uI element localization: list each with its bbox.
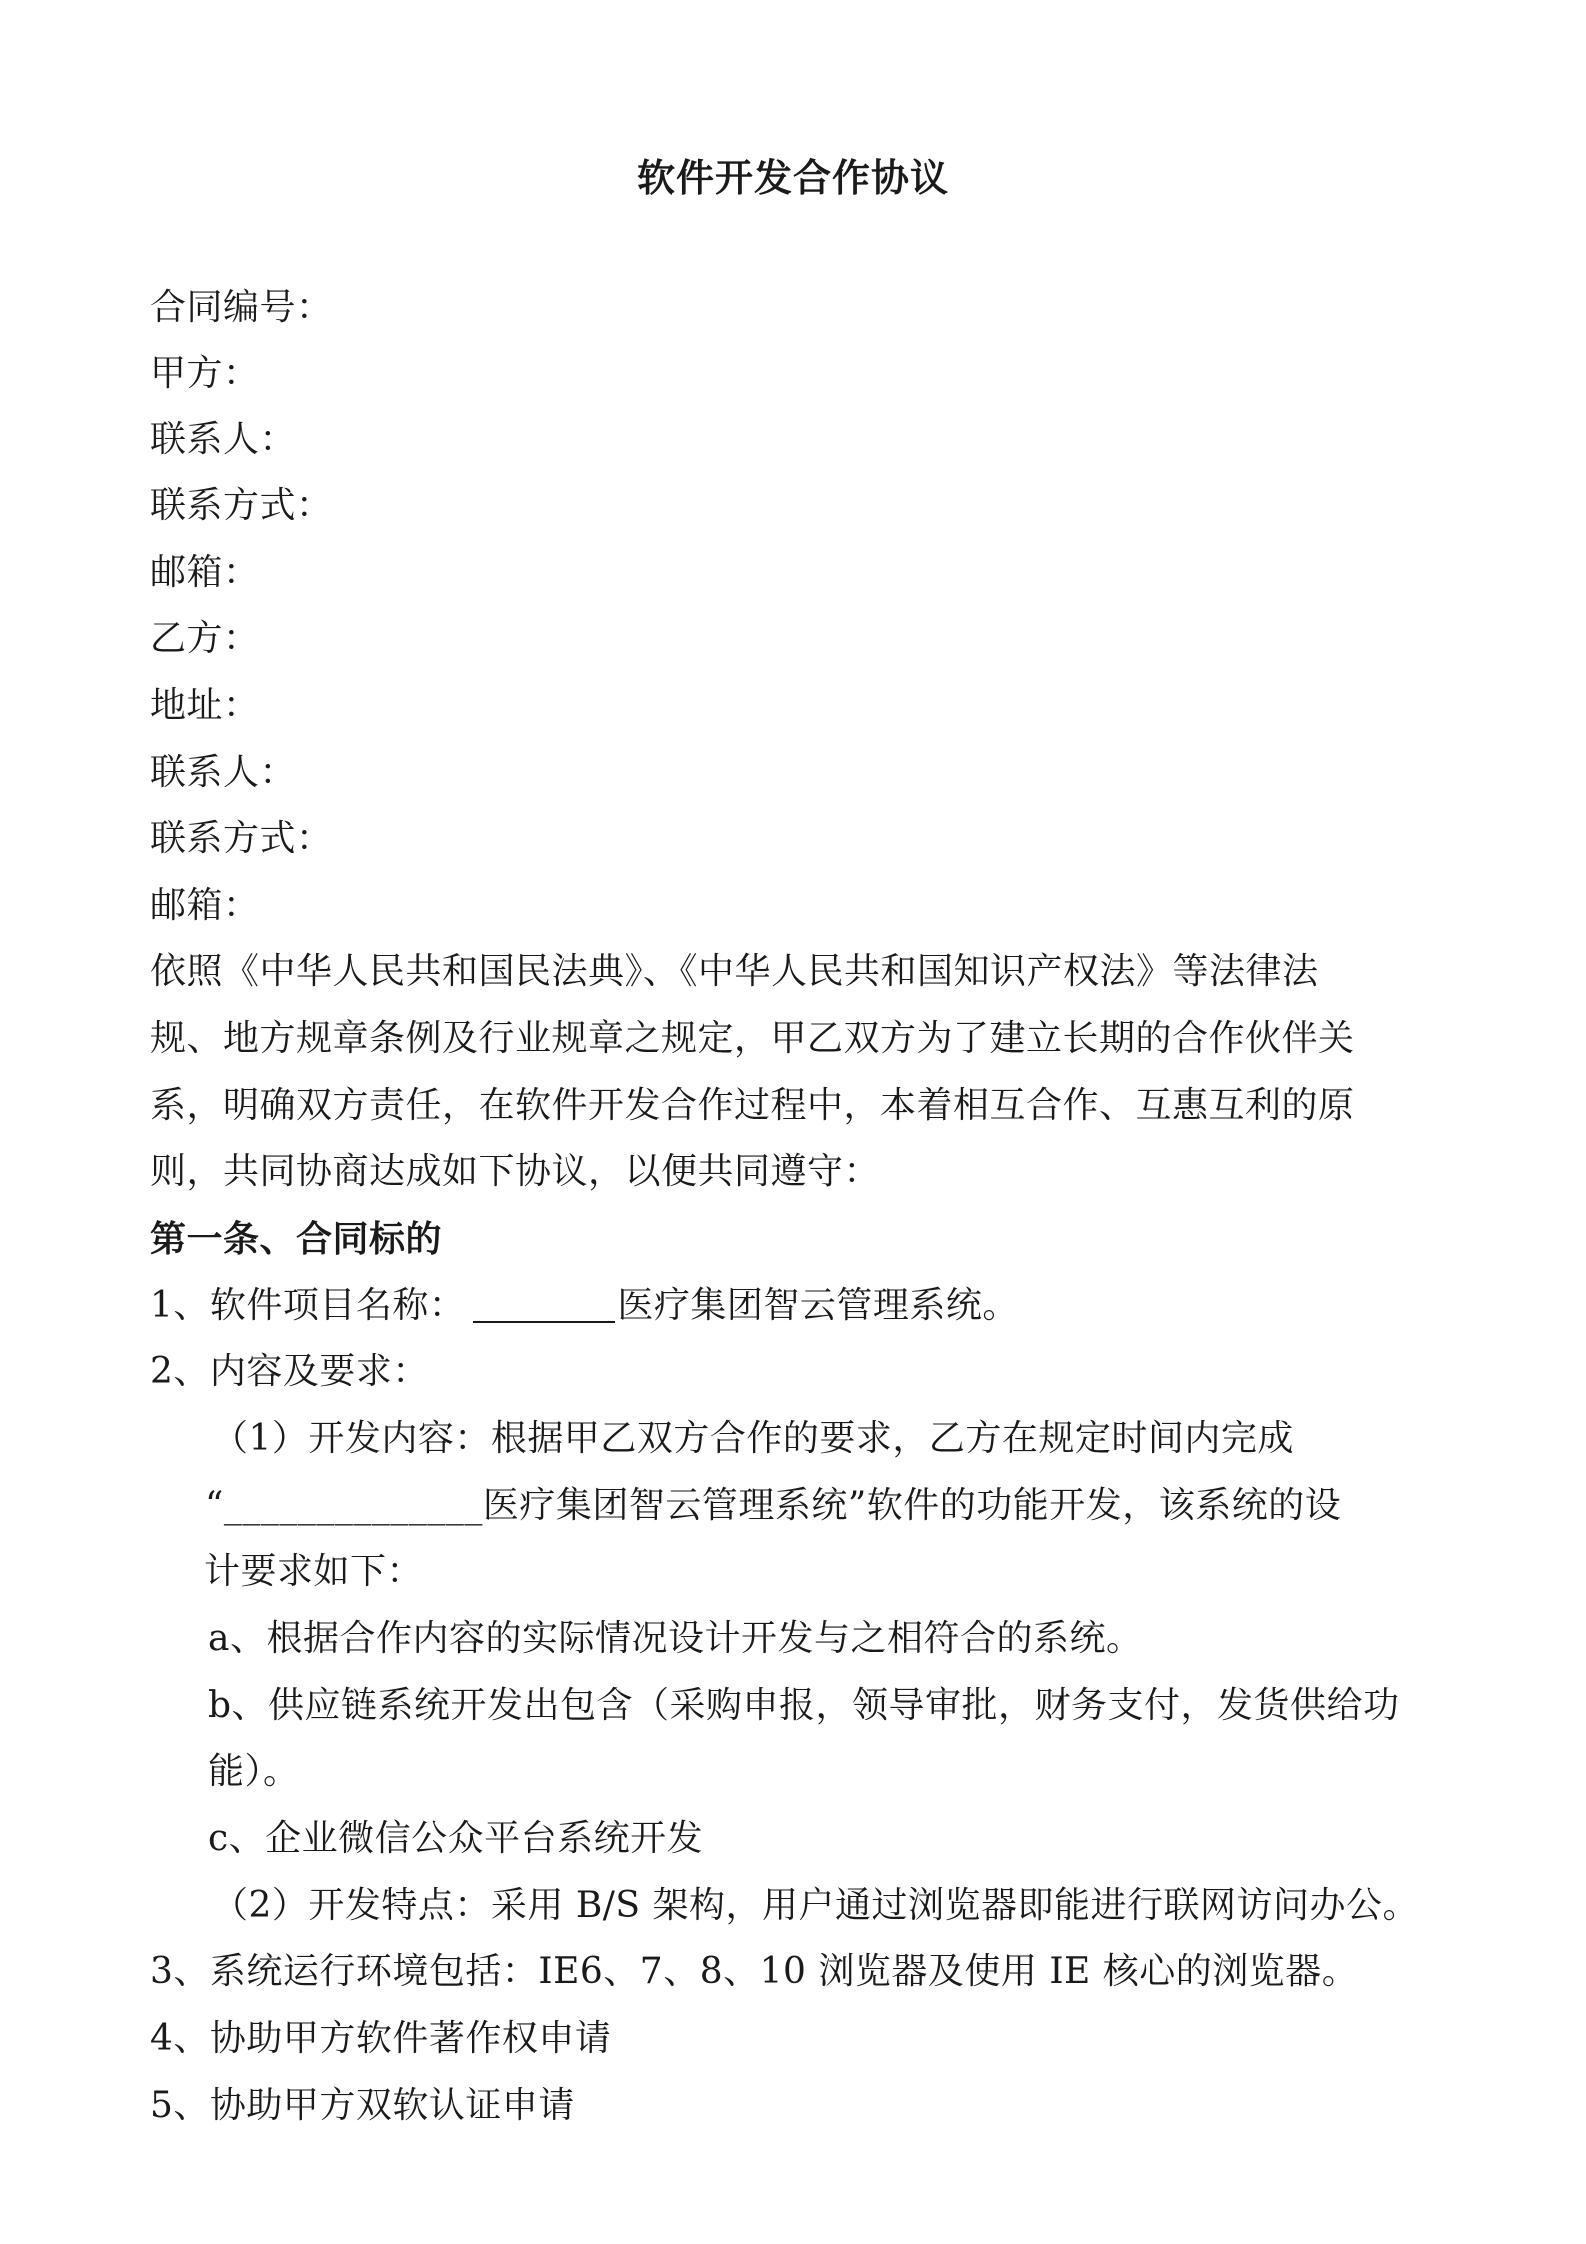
preamble-line: 则，共同协商达成如下协议，以便共同遵守：	[150, 1151, 881, 1192]
field-party-b-phone: 联系方式：	[150, 818, 333, 859]
requirement-b-line: 能）。	[208, 1751, 300, 1792]
preamble-line: 规、地方规章条例及行业规章之规定，甲乙双方为了建立长期的合作伙伴关	[150, 1018, 1355, 1059]
item-2-content-requirements: 2、内容及要求：	[150, 1351, 429, 1392]
article-1-heading: 第一条、合同标的	[150, 1218, 443, 1260]
item-1-value: 医疗集团智云管理系统。	[617, 1285, 1019, 1326]
preamble-line: 系，明确双方责任，在软件开发合作过程中，本着相互合作、互惠互利的原	[150, 1085, 1355, 1126]
preamble-line: 依照《中华人民共和国民法典》、《中华人民共和国知识产权法》等法律法	[150, 951, 1319, 992]
dev-content-line: 计要求如下：	[204, 1551, 424, 1592]
item-1-label: 1、软件项目名称：	[150, 1285, 466, 1326]
document-title: 软件开发合作协议	[636, 155, 949, 200]
field-party-a: 甲方：	[150, 353, 260, 394]
requirement-b-line: b、供应链系统开发出包含（采购申报，领导审批，财务支付，发货供给功	[208, 1685, 1400, 1726]
item-3-runtime-env: 3、系统运行环境包括：IE6、7、8、10 浏览器及使用 IE 核心的浏览器。	[150, 1951, 1359, 1992]
field-party-a-contact: 联系人：	[150, 419, 297, 460]
requirement-a: a、根据合作内容的实际情况设计开发与之相符合的系统。	[208, 1618, 1143, 1659]
requirement-c: c、企业微信公众平台系统开发	[208, 1818, 704, 1859]
field-party-a-email: 邮箱：	[150, 552, 260, 593]
field-party-a-phone: 联系方式：	[150, 485, 333, 526]
dev-features: （2）开发特点：采用 B/S 架构，用户通过浏览器即能进行联网访问办公。	[212, 1885, 1420, 1926]
item-5-certification: 5、协助甲方双软认证申请	[150, 2085, 575, 2126]
field-party-b-contact: 联系人：	[150, 752, 297, 793]
item-1-project-name	[150, 1276, 1019, 1336]
field-party-b-address: 地址：	[150, 685, 260, 726]
field-party-b: 乙方：	[150, 618, 260, 659]
field-contract-number: 合同编号：	[150, 287, 333, 328]
item-4-copyright: 4、协助甲方软件著作权申请	[150, 2018, 612, 2059]
dev-content-line: （1）开发内容：根据甲乙双方合作的要求，乙方在规定时间内完成	[212, 1418, 1294, 1459]
fill-in-blank	[473, 1283, 615, 1323]
dev-content-line: “______________医疗集团智云管理系统”软件的功能开发，该系统的设	[205, 1485, 1342, 1526]
field-party-b-email: 邮箱：	[150, 885, 260, 926]
